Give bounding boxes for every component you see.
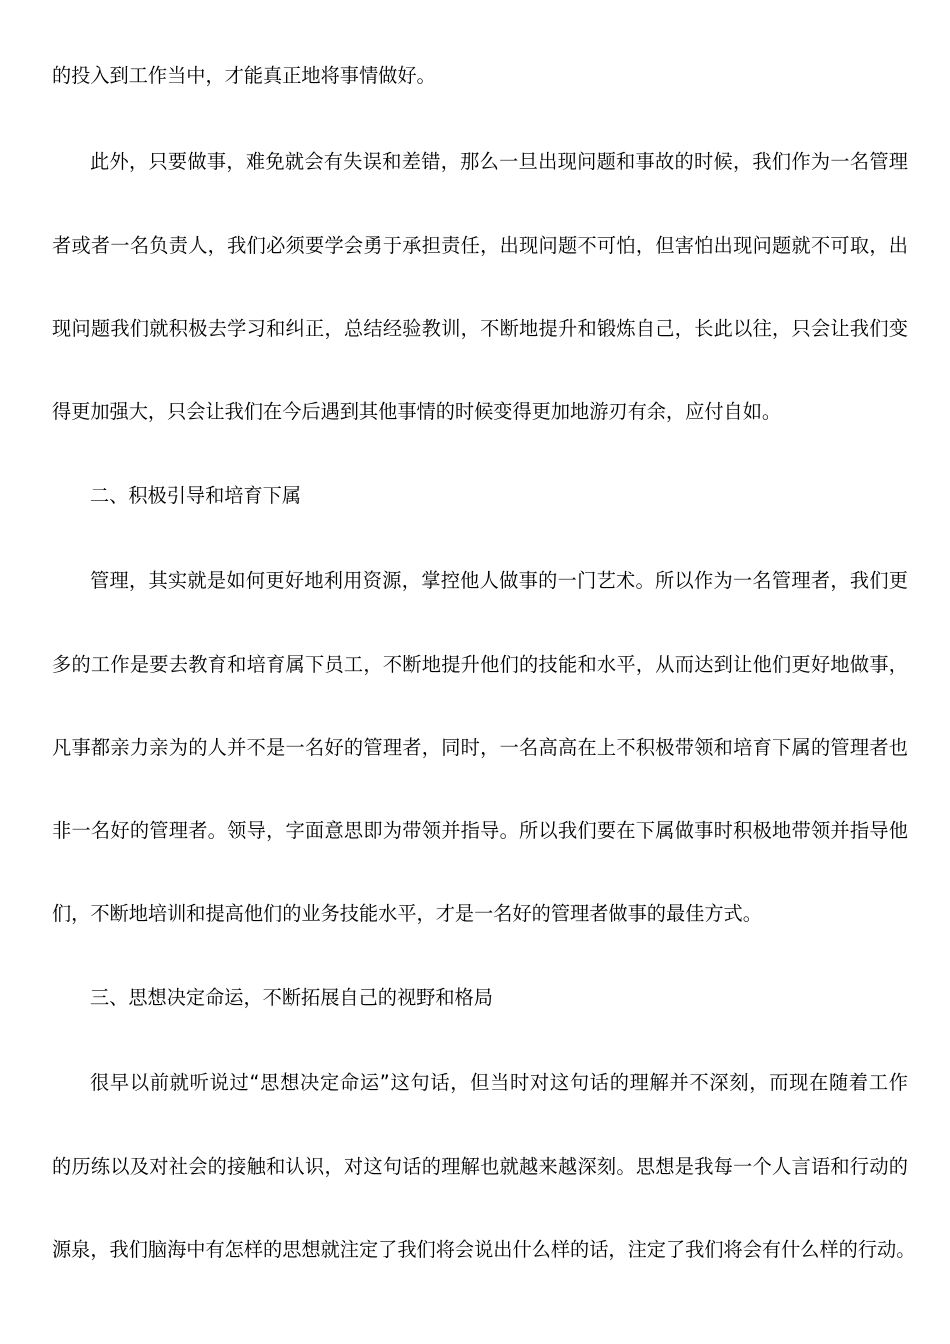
paragraph-line: 管理，其实就是如何更好地利用资源，掌控他人做事的一门艺术。所以作为一名管理者，我们更 xyxy=(90,569,908,592)
paragraph-line: 此外，只要做事，难免就会有失误和差错，那么一旦出现问题和事故的时候，我们作为一名管理 xyxy=(90,150,908,173)
paragraph-line: 得更加强大，只会让我们在今后遇到其他事情的时候变得更加地游刃有余，应付自如。 xyxy=(52,400,782,423)
paragraph-line: 的历练以及对社会的接触和认识，对这句话的理解也就越来越深刻。思想是我每一个人言语和行动的 xyxy=(52,1155,908,1178)
paragraph-line: 很早以前就听说过“思想决定命运”这句话，但当时对这句话的理解并不深刻，而现在随着工作 xyxy=(90,1071,908,1094)
paragraph-line: 非一名好的管理者。领导，字面意思即为带领并指导。所以我们要在下属做事时积极地带领并指导他 xyxy=(52,819,908,842)
paragraph-line: 凡事都亲力亲为的人并不是一名好的管理者，同时，一名高高在上不积极带领和培育下属的管理者也 xyxy=(52,736,908,759)
paragraph-line: 现问题我们就积极去学习和纠正，总结经验教训，不断地提升和锻炼自己，长此以往，只会让我们变 xyxy=(52,317,908,340)
paragraph-line: 多的工作是要去教育和培育属下员工，不断地提升他们的技能和水平，从而达到让他们更好地做事， xyxy=(52,653,908,676)
paragraph-line: 者或者一名负责人，我们必须要学会勇于承担责任，出现问题不可怕，但害怕出现问题就不可取，出 xyxy=(52,234,908,257)
paragraph-line: 的投入到工作当中，才能真正地将事情做好。 xyxy=(52,64,436,87)
section-heading: 二、积极引导和培育下属 xyxy=(90,484,302,507)
paragraph-line: 源泉，我们脑海中有怎样的思想就注定了我们将会说出什么样的话，注定了我们将会有什么样的行动。 xyxy=(52,1238,916,1261)
paragraph-line: 们，不断地培训和提高他们的业务技能水平，才是一名好的管理者做事的最佳方式。 xyxy=(52,902,762,925)
section-heading: 三、思想决定命运，不断拓展自己的视野和格局 xyxy=(90,986,493,1009)
